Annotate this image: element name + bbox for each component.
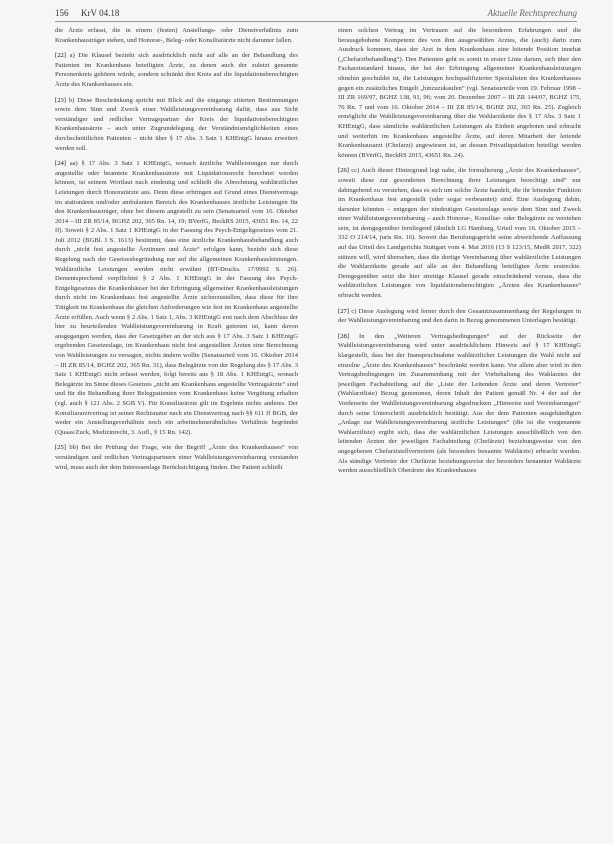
paragraph-number: [25] [55, 444, 66, 452]
paragraph-number: [28] [338, 332, 349, 340]
paragraph-text: In den „Weiteren Vertragsbedingungen“ auf der Rückseite der Wahlleistungsvereinbarung wird unter ausdrücklichem Hinweis auf § 17 KHEntgG klargestellt, dass bei der Inanspruchnahme wahlärztlicher Leistungen die Wahl nicht auf einzelne „Ärzte des Krankenhauses“ beschränkt werden kann. Vor allem aber wird in den Vertragsbedingungen im Zusammenhang mit der Vorbehaltung des Wahlarztes der jeweiligen Fachabteilung auf die „Liste der Leitenden Ärzte und deren Vertreter“ (Wahlarztliste) Bezug genommen, deren Inhalt der Patient gemäß Nr. 4 der auf der Vorderseite der Wahlleistungsvereinbarung abgedruckten „Hinweise und Vereinbarungen“ durch seine Unterschrift ausdrücklich bestätigt. Aus der dem Patienten ausgehändigten „Anlage zur Wahlleistungsvereinbarung ärztliche Leistungen“ (die ist die vorgenannte Wahlarztliste) ergibt sich, dass die wahlärztlichen Leistungen ausschließlich von den leitenden Ärzten der jeweiligen Fachabteilung (Chefärzte) beziehungsweise von den angegebenen Chefarztstellvertretern (als besonders benannte Wahlärzte) erbracht werden. Als ständige Vertreter der Chefärzte beziehungsweise der besonders benannter Wahlärzte werden ausschließlich Oberärzte des Krankenhauses [338, 332, 581, 475]
paragraph-text: einen solchen Vertrag im Vertrauen auf die besonderen Erfahrungen und die herausgehobene Kompetenz des von ihm ausgewählten Arztes, die (auch) darin zum Ausdruck kommen, dass der Arzt in dem Krankenhaus eine leitende Position innehat („Chefarztbehandlung“). Den Patienten geht es somit in erster Linie darum, sich über den Facharztstandard hinaus, der bei der Erbringung allgemeiner Krankenhausleistungen ohnehin geschuldet ist, die Leistungen hochqualifizierter Spezialisten des Krankenhauses gegen ein zusätzliches Entgelt „hinzuzukaufen“ (vgl. Senatsurteile vom 19. Februar 1998 – III ZR 169/97, BGHZ 138, 91, 96; vom 20. Dezember 2007 – III ZR 144/07, BGHZ 175, 76 Rn. 7 und vom 16. Oktober 2014 – III ZR 85/14, BGHZ 202, 365 Rn. 25). Zugleich ermöglicht die Wahlleistungsvereinbarung über die Wahlarztkette des § 17 Abs. 3 Satz 1 KHEntgG, dass sämtliche wahlärztlichen Leistungen als Einheit angeboten und erbracht und weiterhin im Krankenhaus angestellte Ärzte, auf deren Mitarbeit der leitende Krankenhausarzt (Chefarzt) angewiesen ist, an dessen Privatliquidation beteiligt werden können (BVerfG, BeckRS 2015, 43651 Rn. 24). [338, 27, 581, 159]
paragraph [338, 307, 581, 326]
paragraph [55, 96, 298, 154]
paragraph [55, 443, 298, 472]
paragraph-text: a) Die Klausel bezieht sich ausdrücklich nicht auf alle an der Behandlung des Patienten im Krankenhaus beteiligten Ärzte, zu denen auch der zuletzt genannte Personenkreis gehören würde, sondern schränkt den Kreis auf die liquidationsberechtigten Ärzte des Krankenhauses ein. [55, 52, 298, 88]
paragraph [55, 51, 298, 89]
paragraph [338, 332, 581, 476]
section-title: Aktuelle Rechtsprechung [487, 8, 577, 18]
paragraph-number: [26] [338, 167, 349, 175]
paragraph [55, 159, 298, 437]
page-number: 156 [55, 8, 69, 18]
paragraph-number: [24] [55, 160, 66, 168]
paragraph-text: aa) § 17 Abs. 3 Satz 1 KHEntgG, wonach ärztliche Wahlleistungen nur durch angestellte oder beamtete Krankenhausärzte mit Liquidationsrecht berechnet werden können, ist seinem Wortlaut nach eindeutig und schließt die Abrechnung wahlärztlicher Leistungen durch Honorarärzte aus. Denn diese erbringen auf Grund eines Dienstvertrags im stationären und/oder ambulanten Bereich des Krankenhauses ärztliche Leistungen für den Krankenhausträger, ohne bei diesem angestellt zu sein (Senatsurteil vom 16. Oktober 2014 – III ZR 85/14, BGHZ 202, 365 Rn. 14, 19; BVerfG, BeckRS 2015, 43651 Rn. 14, 22 ff). Soweit § 2 Abs. 1 Satz 1 KHEntgG in der Fassung des Psych-Entgeltgesetzes vom 21. Juli 2012 (BGBl. I S. 1613) bestimmt, dass eine ärztliche Krankenhausbehandlung auch durch „nicht fest angestellte Ärztinnen und Ärzte“ erfolgen kann, bezieht sich diese Regelung nach der Gesetzesbegründung nur auf die allgemeinen Krankenhausleistungen. Wahlärztliche Leistungen werden nicht erwähnt (BT-Drucks. 17/9992 S. 26). Dementsprechend verpflichtet § 2 Abs. 1 KHEntgG in der Fassung des Psych-Entgeltgesetzes die Krankenhäuser bei der Erbringung allgemeiner Krankenhausleistungen durch nicht im Krankenhaus fest angestellte Ärzte sicherzustellen, dass diese für ihre Tätigkeit im Krankenhaus die gleichen Anforderungen wie fest im Krankenhaus angestellte Ärzte erfüllen. Auch wenn § 2 Abs. 1 Satz 1, Abs. 3 KHEntgG erst nach dem Abschluss der hier zu beurteilenden Wahlleistungsvereinbarung in Kraft getreten ist, kann davon ausgegangen werden, dass der Gesetzgeber an der sich aus § 17 Abs. 3 Satz 1 KHEntgG ergebenden Gesetzeslage, im Krankenhaus nicht fest angestellten Ärzten eine Berechnung von Wahlleistungen zu versagen, nichts ändern wollte (Senatsurteil vom 16. Oktober 2014 – III ZR 85/14, BGHZ 202, 365 Rn. 31), dass Belegärzte von der Regelung des § 17 Abs. 3 Satz 1 KHEntgG nicht erfasst werden, folgt bereits aus § 18 Abs. 1 KHEntgG, wonach Belegärzte im Sinne dieses Gesetzes „nicht am Krankenhaus angestellte Vertragsärzte“ sind und für die Behandlung ihrer Belegpatienten vom Krankenhaus keine Vergütung erhalten (vgl. auch § 121 Abs. 2 SGB V). Für Konsiliarärzte gilt im Ergebnis nichts anderes. Der Konsiliararztvertrag ist seiner Rechtsnatur nach ein Dienstvertrag nach §§ 611 ff BGB, der weder ein Anstellungsverhältnis noch ein arbeitnehmerähnliches Verhältnis begründet (Quaas/Zuck, Medizinrecht, 3. Aufl., § 15 Rn. 142). [55, 160, 298, 436]
paragraph-number: [22] [55, 52, 66, 60]
paragraph-number: [27] [338, 307, 349, 315]
journal-name: KrV 04.18 [81, 8, 120, 18]
paragraph-text: die Ärzte erfasst, die in einem (festen) Anstellungs- oder Dienstverhältnis zum Krankenhausträger stehen, und Honorar-, Beleg- oder Konsiliarärzte nicht darunter fallen. [55, 27, 298, 44]
right-column [338, 26, 581, 834]
left-column [55, 26, 298, 834]
paragraph-text: b) Diese Beschränkung spricht mit Blick auf die eingangs zitierten Bestimmungen sowie dem Sinn und Zweck einer Wahlleistungsvereinbarung dafür, dass aus Sicht verständiger und redlicher Vertragspartner der Kreis der liquidationsberechtigten Krankenhausärzte – auch unter Zugrundelegung der Verständnismöglichkeiten eines durchschnittlichen Patienten – nicht über § 17 Abs. 3 Satz 1 KHEntgG hinaus erweitert werden soll. [55, 96, 298, 152]
paragraph-text: cc) Auch dieser Hintergrund legt nahe, die formulierung „Ärzte des Krankenhauses“, soweit diese zur gesonderten Berechnung ihrer Leistungen berechtigt sind“ nur dahingehend zu verstehen, dass es sich um solche Ärzte handelt, die ihr leitender Funktion im Krankenhaus fest angestellt (oder sogar verbeamtet) sind. Eine Auslegung dahin, darunter könnten – entgegen der eindeutigen Gesetzeslage sowie dem Sinn und Zweck einer Wahlleistungsvereinbarung – auch Honorar-, Konsiliar- oder Belegärzte zu verstehen sein, ist demgegenüber fernliegend (ähnlich LG Hamburg, Urteil vom 16. Oktober 2015 – 332 O 214/14, juris Rn. 16). Soweit das Berufungsgericht seine abweichende Auffassung auf das Urteil des Landgerichts Stuttgart vom 4. Mai 2016 (13 S 123/15, MedR 2017, 322) stützen will, wird übersehen, dass die dortige Vereinbarung über wahlärztliche Leistungen die Wahlarztkette gerade auf alle an der Behandlung beteiligten Ärzte erstreckte. Demgegenüber setzt die hier streitige Klausel gerade einschränkend voraus, dass die wahlärztlichen Leistungen von liquidationsberechtigten „Ärzten des Krankenhauses“ erbracht werden. [338, 167, 581, 300]
paragraph [55, 26, 298, 45]
paragraph-text: c) Diese Auslegung wird ferner durch den Gesamtzusammenhang der Regelungen in der Wahlleistungsvereinbarung und den darin in Bezug genommenen Unterlagen bestätigt. [338, 307, 581, 325]
paragraph [338, 166, 581, 300]
paragraph-text: bb) Bei der Prüfung der Frage, wie der Begriff „Ärzte des Krankenhauses“ von verständigen und redlichen Vertragspartnern einer Wahlleistungsvereinbarung verstanden wird, muss auch der dem Interessenlage Berücksichtigung finden. Der Patient schließt [55, 444, 298, 471]
paragraph-number: [23] [55, 96, 66, 104]
page-header [55, 7, 577, 22]
paragraph [338, 26, 581, 160]
